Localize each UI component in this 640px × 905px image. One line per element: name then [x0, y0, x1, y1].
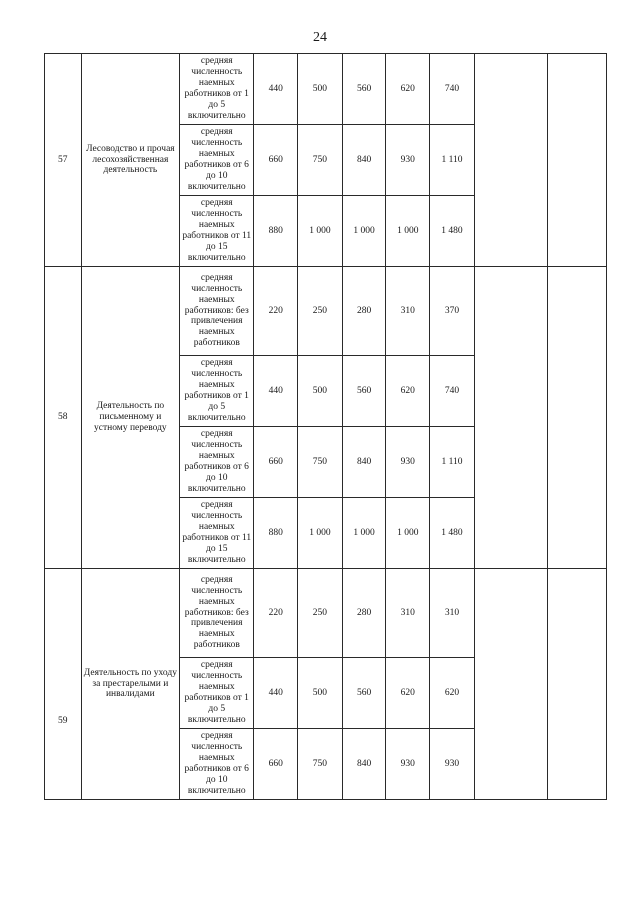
- criterion-cell: средняя численность наемных работников от 11 до 15 включительно: [180, 196, 254, 267]
- value-cell: 750: [298, 427, 343, 498]
- empty-cell: [474, 267, 547, 569]
- value-cell: 840: [342, 427, 386, 498]
- value-cell: 1 110: [430, 125, 475, 196]
- value-cell: 660: [254, 729, 298, 800]
- criterion-cell: средняя численность наемных работников от 6 до 10 включительно: [180, 729, 254, 800]
- empty-cell: [474, 569, 547, 800]
- value-cell: 1 000: [298, 196, 343, 267]
- value-cell: 1 000: [342, 498, 386, 569]
- value-cell: 560: [342, 658, 386, 729]
- value-cell: 250: [298, 267, 343, 356]
- value-cell: 370: [430, 267, 475, 356]
- value-cell: 310: [386, 267, 430, 356]
- row-number: 57: [45, 54, 82, 267]
- value-cell: 500: [298, 658, 343, 729]
- criterion-cell: средняя численность наемных работников от 6 до 10 включительно: [180, 125, 254, 196]
- value-cell: 750: [298, 125, 343, 196]
- value-cell: 660: [254, 125, 298, 196]
- value-cell: 560: [342, 356, 386, 427]
- value-cell: 740: [430, 356, 475, 427]
- tax-rate-table: [44, 53, 607, 800]
- criterion-cell: средняя численность наемных работников от 6 до 10 включительно: [180, 427, 254, 498]
- empty-cell: [547, 569, 606, 800]
- value-cell: 500: [298, 356, 343, 427]
- value-cell: 220: [254, 267, 298, 356]
- value-cell: 1 480: [430, 196, 475, 267]
- value-cell: 1 000: [298, 498, 343, 569]
- empty-cell: [547, 267, 606, 569]
- value-cell: 280: [342, 569, 386, 658]
- value-cell: 740: [430, 54, 475, 125]
- value-cell: 440: [254, 54, 298, 125]
- value-cell: 930: [386, 729, 430, 800]
- value-cell: 930: [430, 729, 475, 800]
- value-cell: 930: [386, 125, 430, 196]
- value-cell: 840: [342, 729, 386, 800]
- value-cell: 560: [342, 54, 386, 125]
- value-cell: 840: [342, 125, 386, 196]
- value-cell: 310: [430, 569, 475, 658]
- criterion-cell: средняя численность наемных работников от 1 до 5 включительно: [180, 356, 254, 427]
- table-row: [45, 267, 607, 356]
- row-number: 59: [45, 569, 82, 800]
- value-cell: 880: [254, 498, 298, 569]
- table-row: [45, 54, 607, 125]
- activity-name: Деятельность по уходу за престарелыми и инвалидами: [81, 569, 180, 800]
- activity-name: Лесоводство и прочая лесохозяйственная деятельность: [81, 54, 180, 267]
- value-cell: 620: [386, 658, 430, 729]
- value-cell: 310: [386, 569, 430, 658]
- criterion-cell: средняя численность наемных работников: без привлечения наемных работников: [180, 267, 254, 356]
- value-cell: 620: [386, 54, 430, 125]
- empty-cell: [547, 54, 606, 267]
- value-cell: 620: [386, 356, 430, 427]
- value-cell: 880: [254, 196, 298, 267]
- value-cell: 1 000: [342, 196, 386, 267]
- criterion-cell: средняя численность наемных работников от 1 до 5 включительно: [180, 54, 254, 125]
- value-cell: 750: [298, 729, 343, 800]
- value-cell: 280: [342, 267, 386, 356]
- criterion-cell: средняя численность наемных работников: без привлечения наемных работников: [180, 569, 254, 658]
- value-cell: 620: [430, 658, 475, 729]
- value-cell: 1 110: [430, 427, 475, 498]
- empty-cell: [474, 54, 547, 267]
- value-cell: 930: [386, 427, 430, 498]
- value-cell: 1 480: [430, 498, 475, 569]
- value-cell: 1 000: [386, 498, 430, 569]
- criterion-cell: средняя численность наемных работников от 1 до 5 включительно: [180, 658, 254, 729]
- value-cell: 250: [298, 569, 343, 658]
- table-row: [45, 569, 607, 658]
- value-cell: 1 000: [386, 196, 430, 267]
- value-cell: 440: [254, 658, 298, 729]
- page-number: 24: [313, 30, 327, 45]
- activity-name: Деятельность по письменному и устному переводу: [81, 267, 180, 569]
- value-cell: 220: [254, 569, 298, 658]
- criterion-cell: средняя численность наемных работников от 11 до 15 включительно: [180, 498, 254, 569]
- row-number: 58: [45, 267, 82, 569]
- value-cell: 500: [298, 54, 343, 125]
- value-cell: 440: [254, 356, 298, 427]
- value-cell: 660: [254, 427, 298, 498]
